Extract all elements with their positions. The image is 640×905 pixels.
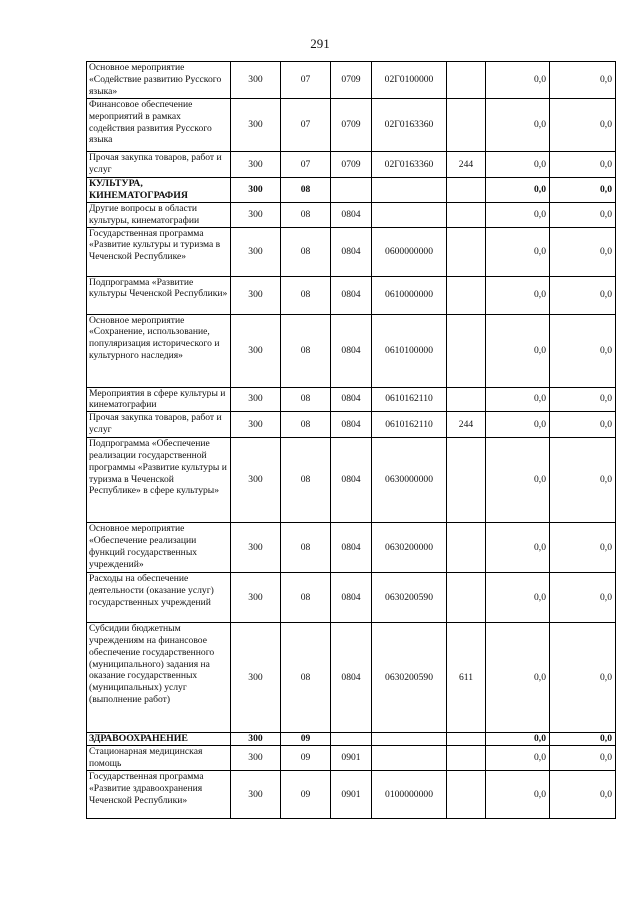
cell-amount-2: 0,0 — [550, 623, 616, 733]
cell-vr — [447, 746, 486, 771]
cell-csr: 0600000000 — [372, 227, 447, 276]
cell-pr — [331, 178, 372, 203]
cell-name: Стационарная медицинская помощь — [87, 746, 231, 771]
cell-name: Основное мероприятие «Содействие развитию Русского языка» — [87, 62, 231, 99]
table-row — [87, 746, 616, 771]
cell-pr: 0804 — [331, 438, 372, 523]
cell-pr: 0804 — [331, 573, 372, 623]
cell-grbs: 300 — [231, 412, 281, 438]
cell-grbs: 300 — [231, 623, 281, 733]
cell-csr: 0630200000 — [372, 523, 447, 573]
cell-name: КУЛЬТУРА, КИНЕМАТОГРАФИЯ — [87, 178, 231, 203]
cell-amount-2: 0,0 — [550, 438, 616, 523]
cell-pr: 0901 — [331, 746, 372, 771]
cell-csr: 0610000000 — [372, 276, 447, 314]
cell-rz: 08 — [281, 314, 331, 387]
cell-vr: 611 — [447, 623, 486, 733]
cell-pr: 0709 — [331, 152, 372, 178]
cell-rz: 08 — [281, 203, 331, 228]
cell-pr: 0709 — [331, 99, 372, 152]
cell-grbs: 300 — [231, 276, 281, 314]
cell-pr — [331, 733, 372, 746]
cell-grbs: 300 — [231, 438, 281, 523]
cell-pr: 0804 — [331, 523, 372, 573]
cell-vr — [447, 62, 486, 99]
cell-grbs: 300 — [231, 152, 281, 178]
cell-grbs: 300 — [231, 203, 281, 228]
cell-csr: 02Г0163360 — [372, 99, 447, 152]
cell-csr: 0630200590 — [372, 623, 447, 733]
table-row — [87, 276, 616, 314]
table-row — [87, 178, 616, 203]
table-row — [87, 771, 616, 819]
cell-pr: 0804 — [331, 314, 372, 387]
cell-vr — [447, 438, 486, 523]
cell-grbs: 300 — [231, 99, 281, 152]
cell-csr: 0630200590 — [372, 573, 447, 623]
cell-vr — [447, 733, 486, 746]
cell-grbs: 300 — [231, 387, 281, 412]
cell-amount-1: 0,0 — [486, 152, 550, 178]
cell-rz: 08 — [281, 227, 331, 276]
budget-table — [86, 61, 616, 819]
cell-csr — [372, 733, 447, 746]
cell-name: Подпрограмма «Обеспечение реализации государственной программы «Развитие культуры и туризма в Чеченской Республике» в сфере культуры» — [87, 438, 231, 523]
cell-pr: 0804 — [331, 387, 372, 412]
cell-grbs: 300 — [231, 573, 281, 623]
cell-amount-2: 0,0 — [550, 276, 616, 314]
cell-rz: 08 — [281, 387, 331, 412]
cell-vr — [447, 573, 486, 623]
cell-csr: 0630000000 — [372, 438, 447, 523]
cell-amount-2: 0,0 — [550, 771, 616, 819]
cell-amount-2: 0,0 — [550, 203, 616, 228]
cell-rz: 07 — [281, 152, 331, 178]
cell-amount-1: 0,0 — [486, 314, 550, 387]
cell-amount-1: 0,0 — [486, 771, 550, 819]
cell-pr: 0709 — [331, 62, 372, 99]
cell-amount-2: 0,0 — [550, 178, 616, 203]
cell-csr: 02Г0100000 — [372, 62, 447, 99]
table-row — [87, 152, 616, 178]
cell-vr — [447, 387, 486, 412]
table-row — [87, 573, 616, 623]
cell-name: Государственная программа «Развитие культуры и туризма в Чеченской Республике» — [87, 227, 231, 276]
cell-amount-2: 0,0 — [550, 412, 616, 438]
cell-rz: 08 — [281, 523, 331, 573]
cell-amount-1: 0,0 — [486, 62, 550, 99]
cell-grbs: 300 — [231, 227, 281, 276]
cell-rz: 08 — [281, 276, 331, 314]
cell-pr: 0804 — [331, 412, 372, 438]
cell-pr: 0901 — [331, 771, 372, 819]
cell-csr: 0610162110 — [372, 412, 447, 438]
cell-rz: 09 — [281, 733, 331, 746]
cell-amount-2: 0,0 — [550, 523, 616, 573]
cell-name: Основное мероприятие «Сохранение, использование, популяризация исторического и культурного наследия» — [87, 314, 231, 387]
cell-rz: 09 — [281, 771, 331, 819]
cell-vr — [447, 203, 486, 228]
cell-name: Другие вопросы в области культуры, кинематографии — [87, 203, 231, 228]
cell-rz: 08 — [281, 178, 331, 203]
cell-amount-2: 0,0 — [550, 387, 616, 412]
cell-name: Основное мероприятие «Обеспечение реализации функций государственных учреждений» — [87, 523, 231, 573]
cell-rz: 08 — [281, 623, 331, 733]
cell-amount-2: 0,0 — [550, 746, 616, 771]
cell-rz: 08 — [281, 438, 331, 523]
table-row — [87, 387, 616, 412]
cell-csr: 02Г0163360 — [372, 152, 447, 178]
cell-rz: 07 — [281, 99, 331, 152]
cell-vr: 244 — [447, 152, 486, 178]
cell-csr — [372, 178, 447, 203]
cell-vr — [447, 276, 486, 314]
cell-amount-2: 0,0 — [550, 227, 616, 276]
cell-name: Мероприятия в сфере культуры и кинематографии — [87, 387, 231, 412]
cell-name: Прочая закупка товаров, работ и услуг — [87, 412, 231, 438]
cell-amount-1: 0,0 — [486, 203, 550, 228]
cell-grbs: 300 — [231, 178, 281, 203]
table-row — [87, 523, 616, 573]
cell-grbs: 300 — [231, 314, 281, 387]
cell-name: Государственная программа «Развитие здравоохранения Чеченской Республики» — [87, 771, 231, 819]
cell-grbs: 300 — [231, 62, 281, 99]
cell-amount-1: 0,0 — [486, 412, 550, 438]
cell-amount-1: 0,0 — [486, 387, 550, 412]
page-number: 291 — [310, 36, 330, 51]
cell-amount-2: 0,0 — [550, 62, 616, 99]
cell-amount-2: 0,0 — [550, 99, 616, 152]
cell-name: Субсидии бюджетным учреждениям на финансовое обеспечение государственного (муниципального) задания на оказание государственных (муниципальных) услуг (выполнение работ) — [87, 623, 231, 733]
cell-vr: 244 — [447, 412, 486, 438]
table-row — [87, 203, 616, 228]
cell-grbs: 300 — [231, 771, 281, 819]
cell-pr: 0804 — [331, 276, 372, 314]
cell-name: Финансовое обеспечение мероприятий в рамках содействия развития Русского языка — [87, 99, 231, 152]
cell-rz: 07 — [281, 62, 331, 99]
cell-grbs: 300 — [231, 733, 281, 746]
cell-csr: 0100000000 — [372, 771, 447, 819]
cell-grbs: 300 — [231, 746, 281, 771]
table-row — [87, 99, 616, 152]
cell-vr — [447, 99, 486, 152]
table-row — [87, 227, 616, 276]
cell-name: Прочая закупка товаров, работ и услуг — [87, 152, 231, 178]
cell-name: Подпрограмма «Развитие культуры Чеченской Республики» — [87, 276, 231, 314]
cell-pr: 0804 — [331, 227, 372, 276]
table-row — [87, 733, 616, 746]
cell-vr — [447, 523, 486, 573]
cell-amount-2: 0,0 — [550, 152, 616, 178]
cell-pr: 0804 — [331, 623, 372, 733]
cell-rz: 09 — [281, 746, 331, 771]
cell-amount-1: 0,0 — [486, 99, 550, 152]
cell-amount-1: 0,0 — [486, 623, 550, 733]
table-row — [87, 412, 616, 438]
cell-amount-2: 0,0 — [550, 314, 616, 387]
cell-vr — [447, 227, 486, 276]
table-row — [87, 623, 616, 733]
cell-amount-1: 0,0 — [486, 573, 550, 623]
cell-csr: 0610100000 — [372, 314, 447, 387]
cell-vr — [447, 314, 486, 387]
cell-amount-2: 0,0 — [550, 733, 616, 746]
cell-vr — [447, 178, 486, 203]
cell-name: Расходы на обеспечение деятельности (оказание услуг) государственных учреждений — [87, 573, 231, 623]
cell-csr — [372, 746, 447, 771]
cell-amount-1: 0,0 — [486, 276, 550, 314]
cell-amount-1: 0,0 — [486, 746, 550, 771]
cell-pr: 0804 — [331, 203, 372, 228]
cell-amount-1: 0,0 — [486, 178, 550, 203]
table-row — [87, 438, 616, 523]
cell-rz: 08 — [281, 412, 331, 438]
cell-name: ЗДРАВООХРАНЕНИЕ — [87, 733, 231, 746]
cell-amount-2: 0,0 — [550, 573, 616, 623]
table-row — [87, 314, 616, 387]
cell-amount-1: 0,0 — [486, 227, 550, 276]
cell-amount-1: 0,0 — [486, 733, 550, 746]
cell-amount-1: 0,0 — [486, 438, 550, 523]
cell-grbs: 300 — [231, 523, 281, 573]
cell-vr — [447, 771, 486, 819]
cell-csr: 0610162110 — [372, 387, 447, 412]
cell-amount-1: 0,0 — [486, 523, 550, 573]
cell-rz: 08 — [281, 573, 331, 623]
table-row — [87, 62, 616, 99]
cell-csr — [372, 203, 447, 228]
